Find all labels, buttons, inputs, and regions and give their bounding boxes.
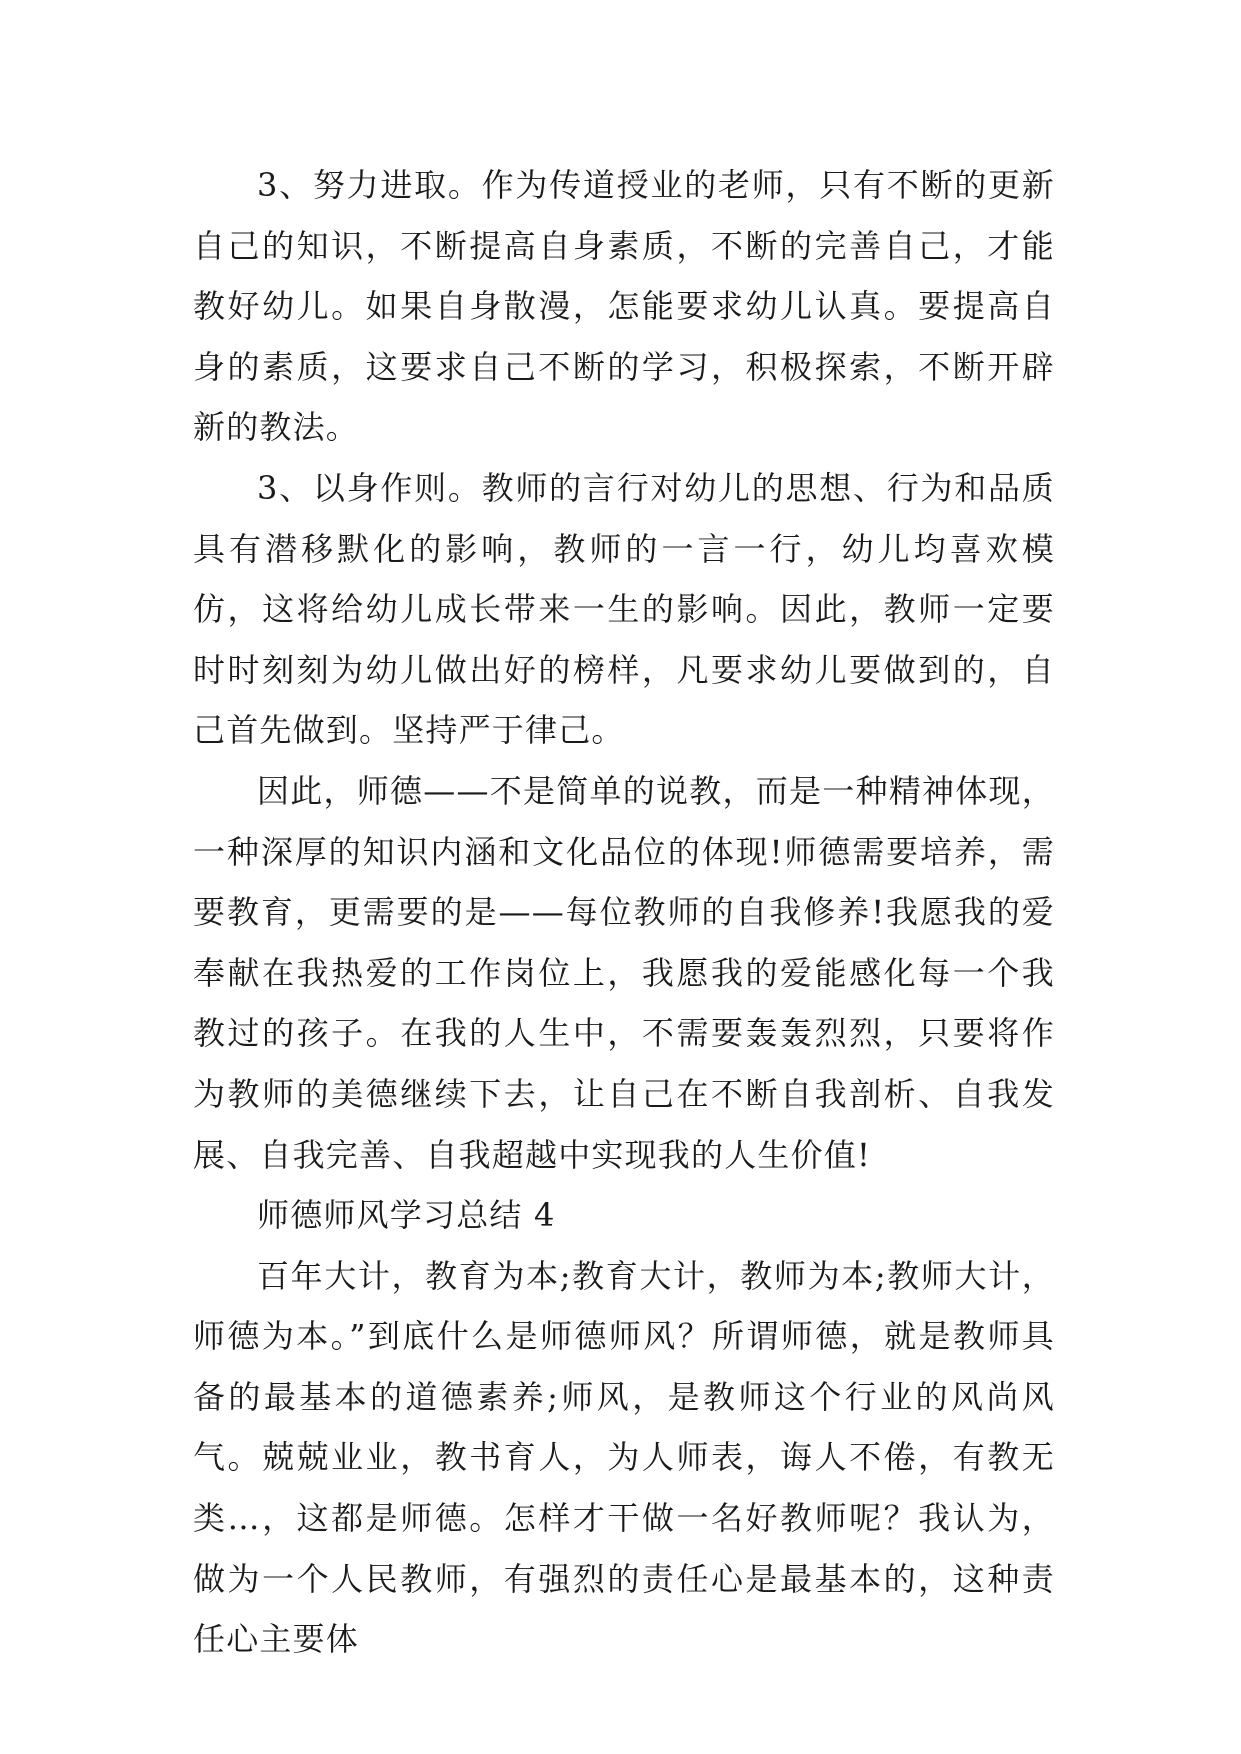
section-heading: 师德师风学习总结 4 — [257, 1196, 556, 1235]
paragraph-conclusion: 因此，师德——不是简单的说教，而是一种精神体现，一种深厚的知识内涵和文化品位的体现!师德需要培养，需要教育，更需要的是——每位教师的自我修养!我愿我的爱奉献在我热爱的工作岗位上，我愿我的爱能感化每一个我教过的孩子。在我的人生中，不需要轰轰烈烈，只要将作为教师的美德继续下去，让自己在不断自我剖析、自我发展、自我完善、自我超越中实现我的人生价值! — [193, 771, 1055, 1174]
document-body — [193, 155, 1055, 1670]
paragraph-strive-forward: 3、努力进取。作为传道授业的老师，只有不断的更新自己的知识，不断提高自身素质，不断的完善自己，才能教好幼儿。如果自身散漫，怎能要求幼儿认真。要提高自身的素质，这要求自己不断的学习，积极探索，不断开辟新的教法。 — [193, 166, 1055, 447]
paragraph-section-intro: 百年大计，教育为本;教育大计，教师为本;教师大计，师德为本。”到底什么是师德师风？所谓师德，就是教师具备的最基本的道德素养;师风，是教师这个行业的风尚风气。兢兢业业，教书育人，为人师表，诲人不倦，有教无类…，这都是师德。怎样才干做一名好教师呢？我认为，做为一个人民教师，有强烈的责任心是最基本的，这种责任心主要体 — [193, 1256, 1055, 1659]
paragraph-lead-by-example: 3、以身作则。教师的言行对幼儿的思想、行为和品质具有潜移默化的影响，教师的一言一行，幼儿均喜欢模仿，这将给幼儿成长带来一生的影响。因此，教师一定要时时刻刻为幼儿做出好的榜样，凡要求幼儿要做到的，自己首先做到。坚持严于律己。 — [193, 468, 1055, 750]
